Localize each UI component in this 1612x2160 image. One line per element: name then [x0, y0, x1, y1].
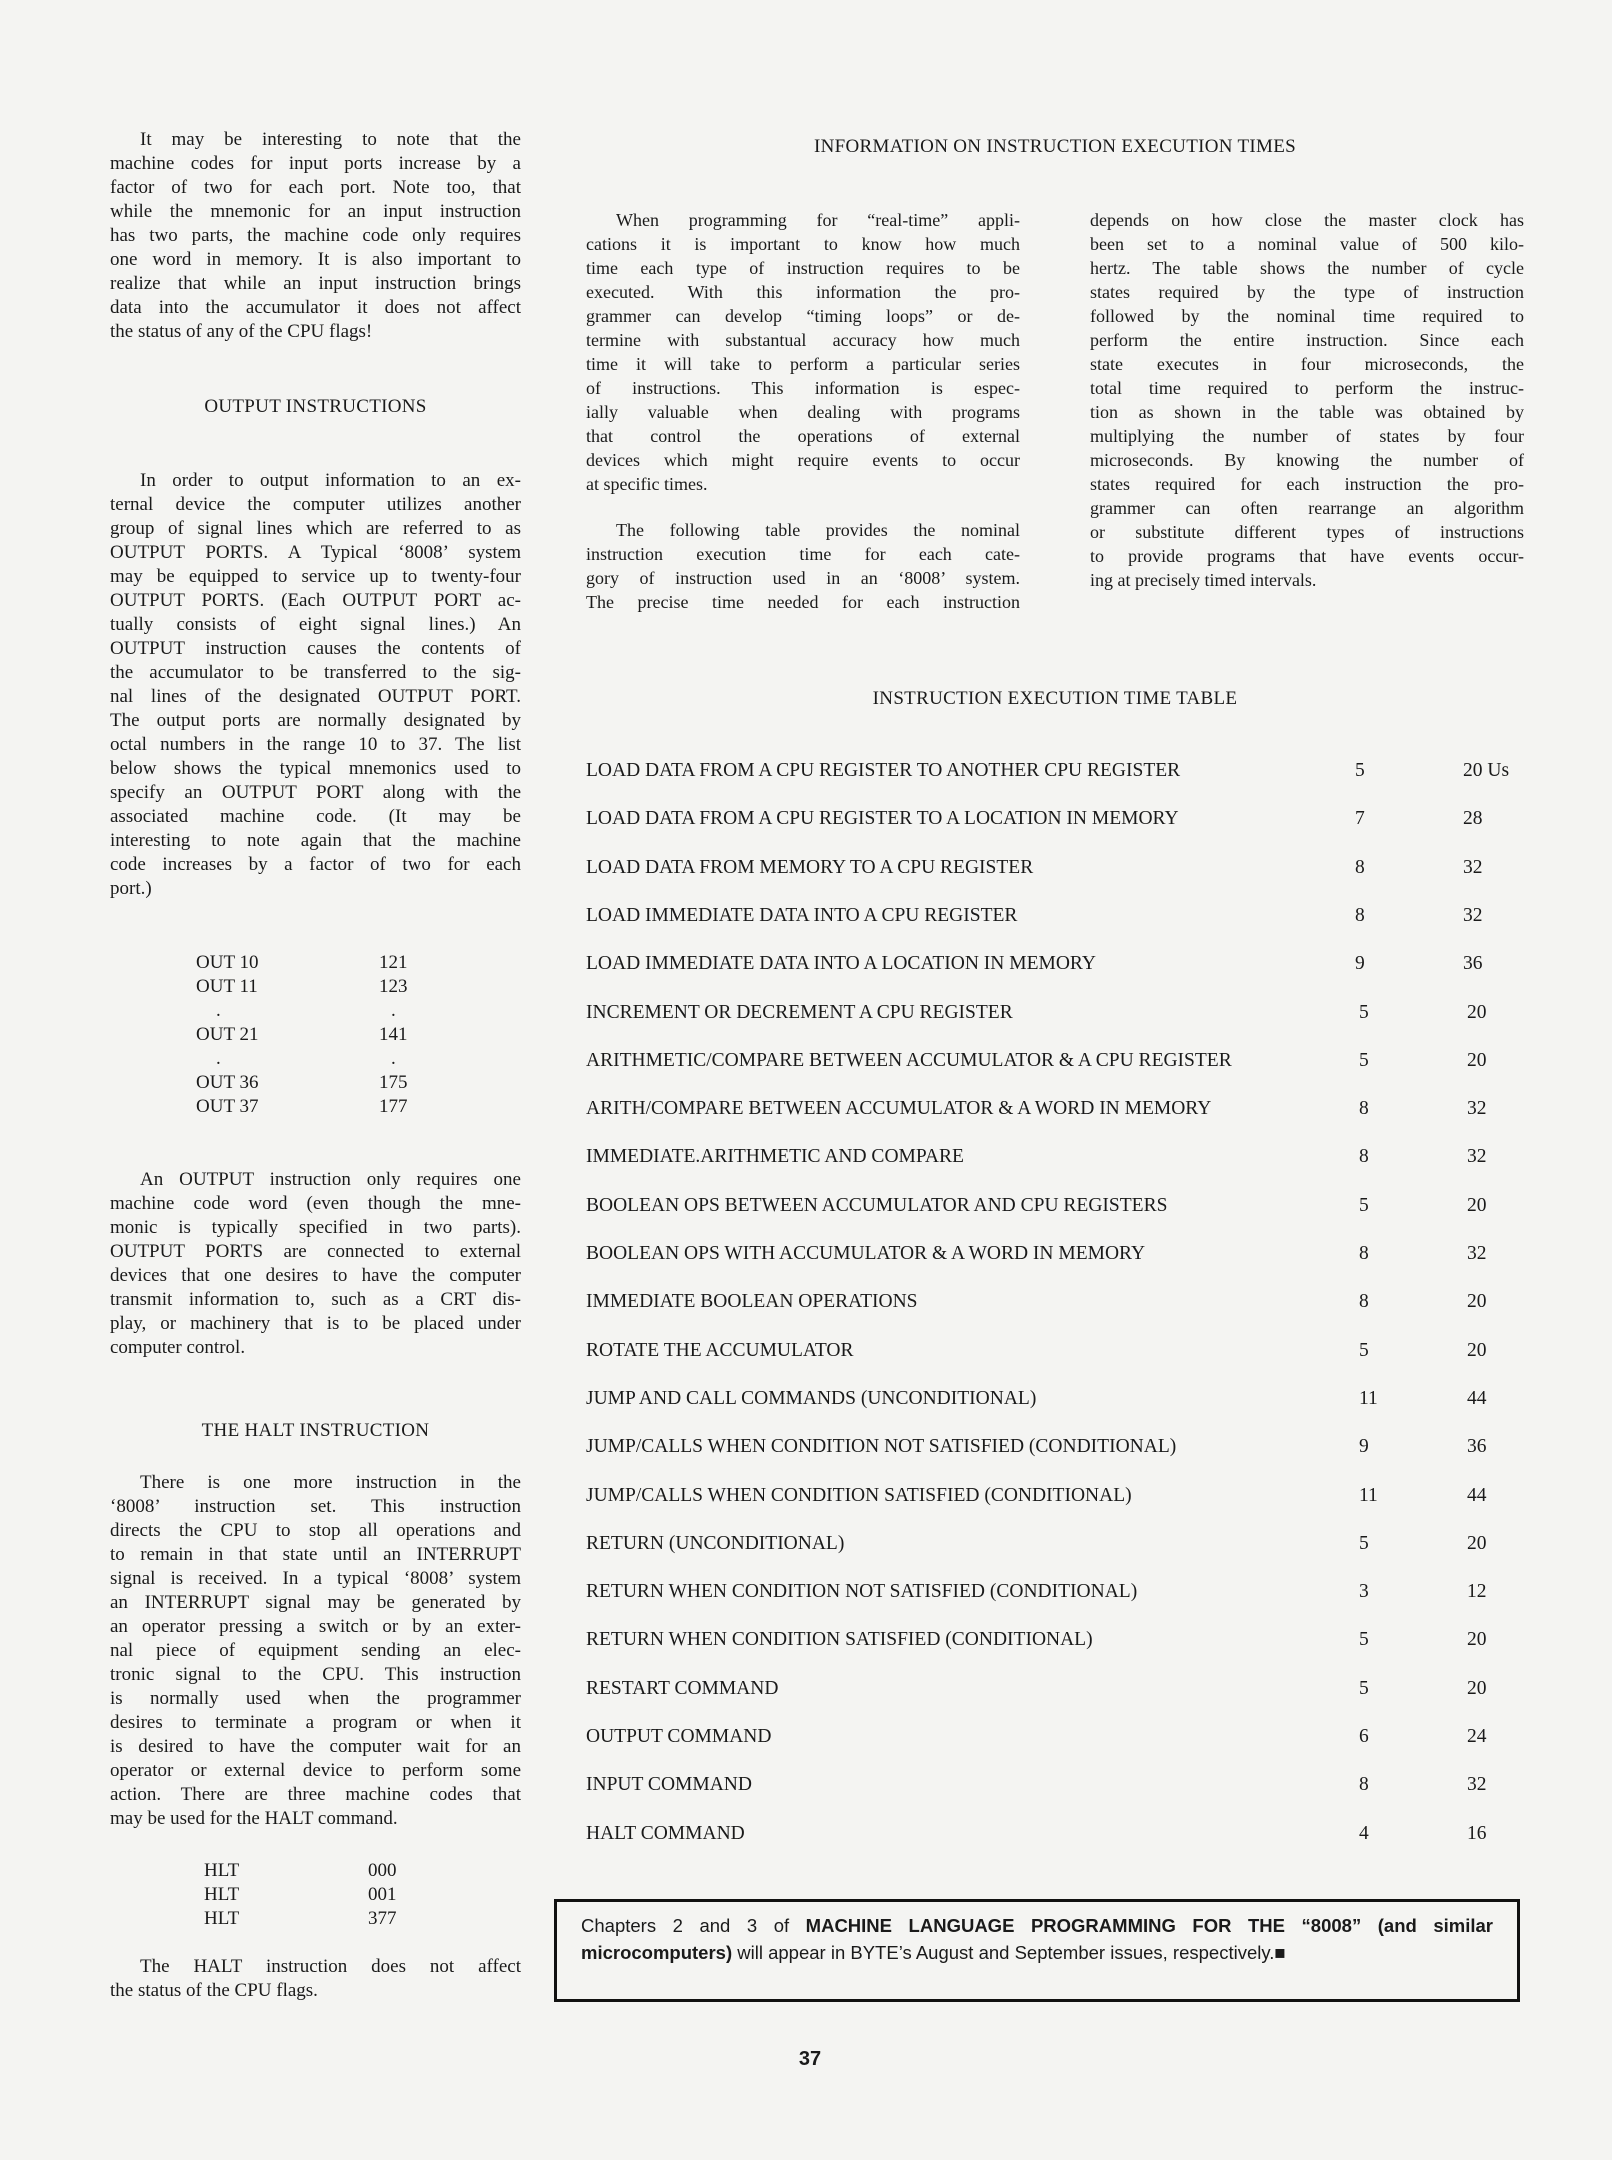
text-line: to provide programs that have events occur- [1090, 546, 1524, 566]
halt-instruction-heading: THE HALT INSTRUCTION [201, 1420, 430, 1441]
table-row [0, 1436, 1612, 1466]
cycle-states: 5 [1359, 1629, 1369, 1651]
text-line: multiplying the number of states by four [1090, 426, 1524, 446]
text-line: It may be interesting to note that the [140, 129, 521, 150]
cycle-states: 7 [1355, 808, 1365, 830]
cycle-states: 5 [1355, 760, 1365, 781]
instruction-category: INPUT COMMAND [586, 1774, 752, 1796]
text-line: desires to terminate a program or when it [110, 1712, 521, 1733]
instruction-category: RETURN WHEN CONDITION NOT SATISFIED (CONDITIONAL) [586, 1581, 1138, 1603]
text-line: depends on how close the master clock has [1090, 210, 1524, 230]
notice-text: Chapters 2 and 3 of [581, 1915, 806, 1936]
instruction-category: OUTPUT COMMAND [586, 1726, 772, 1747]
text-line: the accumulator to be transferred to the sig- [110, 662, 521, 683]
cycle-states: 5 [1359, 1532, 1369, 1554]
cycle-states: 9 [1359, 1436, 1369, 1458]
notice-text-2: will appear in BYTE’s August and September issues, respectively. [732, 1942, 1275, 1963]
text-line: is normally used when the programmer [110, 1688, 521, 1709]
intro-paragraph [110, 128, 521, 344]
end-mark-icon: ■ [1274, 1942, 1286, 1963]
execution-times-heading: INFORMATION ON INSTRUCTION EXECUTION TIMES [814, 136, 1296, 157]
table-row [0, 1098, 1612, 1128]
text-line: transmit information to, such as a CRT dis- [110, 1289, 521, 1310]
table-row [0, 1050, 1612, 1080]
execution-time-us: 20 [1467, 1532, 1487, 1554]
cycle-states: 9 [1355, 953, 1365, 975]
halt-flags-paragraph [110, 1955, 521, 2003]
text-line: monic is typically specified in two parts). [110, 1217, 521, 1238]
text-line: data into the accumulator it does not affect [110, 297, 521, 318]
text-line: tion as shown in the table was obtained by [1090, 402, 1524, 422]
text-line: OUTPUT PORTS are connected to external [110, 1241, 521, 1262]
text-line: group of signal lines which are referred to as [110, 518, 521, 539]
text-line: tronic signal to the CPU. This instruction [110, 1664, 521, 1685]
mnemonic: OUT 37 [196, 1096, 259, 1117]
text-line: instruction execution time for each cate- [586, 544, 1020, 564]
text-line: factor of two for each port. Note too, that [110, 177, 521, 198]
instruction-category: LOAD DATA FROM A CPU REGISTER TO A LOCATION IN MEMORY [586, 808, 1179, 830]
text-line: states required for each instruction the pro- [1090, 474, 1524, 494]
machine-code: 177 [379, 1096, 408, 1117]
text-line: has two parts, the machine code only requires [110, 225, 521, 246]
text-line: devices that one desires to have the computer [110, 1265, 521, 1286]
execution-time-us: 32 [1467, 1243, 1487, 1264]
instruction-category: LOAD IMMEDIATE DATA INTO A LOCATION IN MEMORY [586, 953, 1096, 975]
table-row [0, 905, 1612, 935]
execution-time-us: 16 [1467, 1822, 1487, 1844]
notice-box [554, 1899, 1520, 2002]
execution-time-us: 20 [1467, 1339, 1487, 1361]
instruction-category: RETURN (UNCONDITIONAL) [586, 1532, 845, 1554]
text-line: ially valuable when dealing with programs [586, 402, 1020, 422]
execution-time-us: 20 [1467, 1629, 1487, 1651]
mnemonic: HLT [204, 1860, 240, 1881]
table-row [0, 1774, 1612, 1804]
instruction-category: ARITH/COMPARE BETWEEN ACCUMULATOR & A WORD IN MEMORY [586, 1098, 1212, 1120]
execution-time-us: 28 [1463, 808, 1483, 830]
instruction-category: BOOLEAN OPS BETWEEN ACCUMULATOR AND CPU REGISTERS [586, 1194, 1168, 1216]
execution-time-us: 24 [1467, 1726, 1487, 1747]
text-line: of instructions. This information is espec- [586, 378, 1020, 398]
text-line: cations it is important to know how much [586, 234, 1020, 254]
cycle-states: 11 [1359, 1484, 1378, 1506]
text-line: an operator pressing a switch or by an exter- [110, 1616, 521, 1637]
table-row [0, 1243, 1612, 1273]
execution-time-us: 20 [1467, 1194, 1487, 1216]
cycle-states: 8 [1355, 904, 1365, 926]
instruction-category: LOAD IMMEDIATE DATA INTO A CPU REGISTER [586, 904, 1018, 926]
cycle-states: 8 [1359, 1146, 1369, 1168]
execution-time-us: 44 [1467, 1387, 1487, 1409]
text-line: time each type of instruction requires to be [586, 258, 1020, 278]
table-row [0, 1678, 1612, 1708]
machine-code: 377 [368, 1908, 397, 1929]
cycle-states: 8 [1359, 1774, 1369, 1796]
page-number: 37 [798, 2048, 822, 2070]
table-title: INSTRUCTION EXECUTION TIME TABLE [872, 688, 1238, 709]
machine-code: 141 [379, 1024, 408, 1045]
text-line: There is one more instruction in the [140, 1472, 521, 1493]
text-line: nal lines of the designated OUTPUT PORT. [110, 686, 521, 707]
cycle-states: 4 [1359, 1822, 1369, 1844]
machine-code: . [391, 1048, 396, 1069]
execution-time-us: 20 [1467, 1049, 1487, 1071]
cycle-states: 11 [1359, 1387, 1378, 1409]
instruction-category: ARITHMETIC/COMPARE BETWEEN ACCUMULATOR & A CPU REGISTER [586, 1049, 1232, 1071]
text-line: state executes in four microseconds, the [1090, 354, 1524, 374]
text-line: while the mnemonic for an input instruction [110, 201, 521, 222]
execution-time-us: 20 Us [1463, 760, 1510, 781]
output-instructions-heading: OUTPUT INSTRUCTIONS [204, 396, 427, 417]
cycle-states: 3 [1359, 1581, 1369, 1603]
machine-code: 175 [379, 1072, 408, 1093]
text-line: code increases by a factor of two for each [110, 854, 521, 875]
table-row [0, 1291, 1612, 1321]
instruction-category: JUMP/CALLS WHEN CONDITION NOT SATISFIED (CONDITIONAL) [586, 1436, 1177, 1458]
machine-code: 121 [379, 952, 408, 973]
text-line: grammer can often rearrange an algorithm [1090, 498, 1524, 518]
instruction-category: JUMP AND CALL COMMANDS (UNCONDITIONAL) [586, 1387, 1037, 1409]
execution-time-us: 20 [1467, 1677, 1487, 1699]
table-row [0, 1388, 1612, 1418]
text-line: hertz. The table shows the number of cycle [1090, 258, 1524, 278]
execution-time-us: 32 [1467, 1774, 1487, 1796]
text-line: action. There are three machine codes that [110, 1784, 521, 1805]
cycle-states: 5 [1359, 1049, 1369, 1071]
table-row [0, 1823, 1612, 1853]
text-line: states required by the type of instruction [1090, 282, 1524, 302]
instruction-category: LOAD DATA FROM MEMORY TO A CPU REGISTER [586, 856, 1034, 878]
text-line: OUTPUT instruction causes the contents of [110, 638, 521, 659]
table-row [0, 857, 1612, 887]
text-line: machine code word (even though the mne- [110, 1193, 521, 1214]
table-row [0, 808, 1612, 838]
text-line: machine codes for input ports increase by a [110, 153, 521, 174]
instruction-category: RESTART COMMAND [586, 1677, 779, 1699]
mnemonic: OUT 36 [196, 1072, 259, 1093]
instruction-category: BOOLEAN OPS WITH ACCUMULATOR & A WORD IN MEMORY [586, 1243, 1146, 1264]
execution-time-us: 32 [1467, 1146, 1487, 1168]
instruction-category: IMMEDIATE.ARITHMETIC AND COMPARE [586, 1146, 964, 1168]
text-line: gory of instruction used in an ‘8008’ system. [586, 568, 1020, 588]
text-line: one word in memory. It is also important to [110, 249, 521, 270]
clock-paragraph [1090, 208, 1524, 592]
text-line: followed by the nominal time required to [1090, 306, 1524, 326]
text-line: microseconds. By knowing the number of [1090, 450, 1524, 470]
cycle-states: 8 [1359, 1243, 1369, 1264]
mnemonic: . [216, 1000, 221, 1021]
text-line: time it will take to perform a particular series [586, 354, 1020, 374]
cycle-states: 5 [1359, 1677, 1369, 1699]
table-row [0, 953, 1612, 983]
text-line: to remain in that state until an INTERRUPT [110, 1544, 521, 1565]
text-line: specify an OUTPUT PORT along with the [110, 782, 521, 803]
notice-book-title: MACHINE LANGUAGE PROGRAMMING FOR THE “8008” (and similar microcomputers) [581, 1915, 1493, 1963]
execution-time-us: 32 [1463, 904, 1483, 926]
text-line: grammer can develop “timing loops” or de- [586, 306, 1020, 326]
text-line: an INTERRUPT signal may be generated by [110, 1592, 521, 1613]
execution-time-us: 20 [1467, 1001, 1487, 1023]
cycle-states: 6 [1359, 1726, 1369, 1747]
mnemonic: HLT [204, 1908, 240, 1929]
execution-time-us: 36 [1467, 1436, 1487, 1458]
mnemonic: HLT [204, 1884, 240, 1905]
instruction-category: IMMEDIATE BOOLEAN OPERATIONS [586, 1291, 918, 1313]
text-line: tually consists of eight signal lines.) An [110, 614, 521, 635]
text-line: octal numbers in the range 10 to 37. The list [110, 734, 521, 755]
table-row [0, 1533, 1612, 1563]
table-row [0, 1195, 1612, 1225]
table-row [0, 1581, 1612, 1611]
text-line: The precise time needed for each instruction [586, 592, 1020, 612]
text-line: OUTPUT PORTS. A Typical ‘8008’ system [110, 542, 521, 563]
machine-code: 001 [368, 1884, 397, 1905]
cycle-states: 5 [1359, 1339, 1369, 1361]
text-line: devices which might require events to occur [586, 450, 1020, 470]
text-line: The output ports are normally designated by [110, 710, 521, 731]
table-intro-paragraph [586, 518, 1020, 614]
text-line: play, or machinery that is to be placed under [110, 1313, 521, 1334]
text-line: at specific times. [586, 474, 708, 494]
execution-time-us: 12 [1467, 1581, 1487, 1603]
text-line: realize that while an input instruction brings [110, 273, 521, 294]
cycle-states: 5 [1359, 1001, 1369, 1023]
mnemonic: OUT 10 [196, 952, 259, 973]
text-line: When programming for “real-time” appli- [616, 210, 1020, 230]
machine-code: 000 [368, 1860, 397, 1881]
text-line: the status of any of the CPU flags! [110, 321, 373, 342]
instruction-category: LOAD DATA FROM A CPU REGISTER TO ANOTHER CPU REGISTER [586, 760, 1181, 781]
text-line: The following table provides the nominal [616, 520, 1020, 540]
execution-time-us: 32 [1463, 856, 1483, 878]
instruction-category: ROTATE THE ACCUMULATOR [586, 1339, 854, 1361]
text-line: operator or external device to perform some [110, 1760, 521, 1781]
execution-time-us: 32 [1467, 1098, 1487, 1120]
text-line: that control the operations of external [586, 426, 1020, 446]
text-line: directs the CPU to stop all operations and [110, 1520, 521, 1541]
text-line: An OUTPUT instruction only requires one [140, 1169, 521, 1190]
cycle-states: 8 [1355, 856, 1365, 878]
table-row [0, 760, 1612, 790]
table-row [0, 1002, 1612, 1032]
execution-time-us: 20 [1467, 1291, 1487, 1313]
text-line: is desired to have the computer wait for an [110, 1736, 521, 1757]
text-line: may be equipped to service up to twenty-four [110, 566, 521, 587]
text-line: In order to output information to an ex- [140, 470, 521, 491]
cycle-states: 8 [1359, 1098, 1369, 1120]
text-line: OUTPUT PORTS. (Each OUTPUT PORT ac- [110, 590, 521, 611]
table-row [0, 1629, 1612, 1659]
text-line: port.) [110, 878, 152, 899]
execution-time-us: 36 [1463, 953, 1483, 975]
machine-code: . [391, 1000, 396, 1021]
mnemonic: OUT 11 [196, 976, 258, 997]
mnemonic: OUT 21 [196, 1024, 259, 1045]
text-line: ‘8008’ instruction set. This instruction [110, 1496, 521, 1517]
text-line: the status of the CPU flags. [110, 1980, 318, 2001]
text-line: ing at precisely timed intervals. [1090, 570, 1317, 590]
table-row [0, 1726, 1612, 1756]
execution-time-us: 44 [1467, 1484, 1487, 1506]
table-row [0, 1340, 1612, 1370]
machine-code: 123 [379, 976, 408, 997]
instruction-category: RETURN WHEN CONDITION SATISFIED (CONDITIONAL) [586, 1629, 1093, 1651]
table-row [0, 1485, 1612, 1515]
text-line: termine with substantual accuracy how much [586, 330, 1020, 350]
instruction-category: HALT COMMAND [586, 1822, 745, 1844]
mnemonic: . [216, 1048, 221, 1069]
instruction-category: JUMP/CALLS WHEN CONDITION SATISFIED (CONDITIONAL) [586, 1484, 1132, 1506]
text-line: perform the entire instruction. Since each [1090, 330, 1524, 350]
text-line: may be used for the HALT command. [110, 1808, 398, 1829]
table-row [0, 1146, 1612, 1176]
instruction-category: INCREMENT OR DECREMENT A CPU REGISTER [586, 1001, 1013, 1023]
cycle-states: 8 [1359, 1291, 1369, 1313]
text-line: signal is received. In a typical ‘8008’ system [110, 1568, 521, 1589]
text-line: The HALT instruction does not affect [140, 1956, 521, 1977]
text-line: below shows the typical mnemonics used to [110, 758, 521, 779]
text-line: associated machine code. (It may be [110, 806, 521, 827]
text-line: interesting to note again that the machine [110, 830, 521, 851]
cycle-states: 5 [1359, 1194, 1369, 1216]
text-line: total time required to perform the instruc- [1090, 378, 1524, 398]
text-line: ternal device the computer utilizes another [110, 494, 521, 515]
text-line: nal piece of equipment sending an elec- [110, 1640, 521, 1661]
text-line: or substitute different types of instructions [1090, 522, 1524, 542]
text-line: computer control. [110, 1337, 246, 1358]
real-time-paragraph [586, 208, 1020, 496]
text-line: been set to a nominal value of 500 kilo- [1090, 234, 1524, 254]
text-line: executed. With this information the pro- [586, 282, 1020, 302]
